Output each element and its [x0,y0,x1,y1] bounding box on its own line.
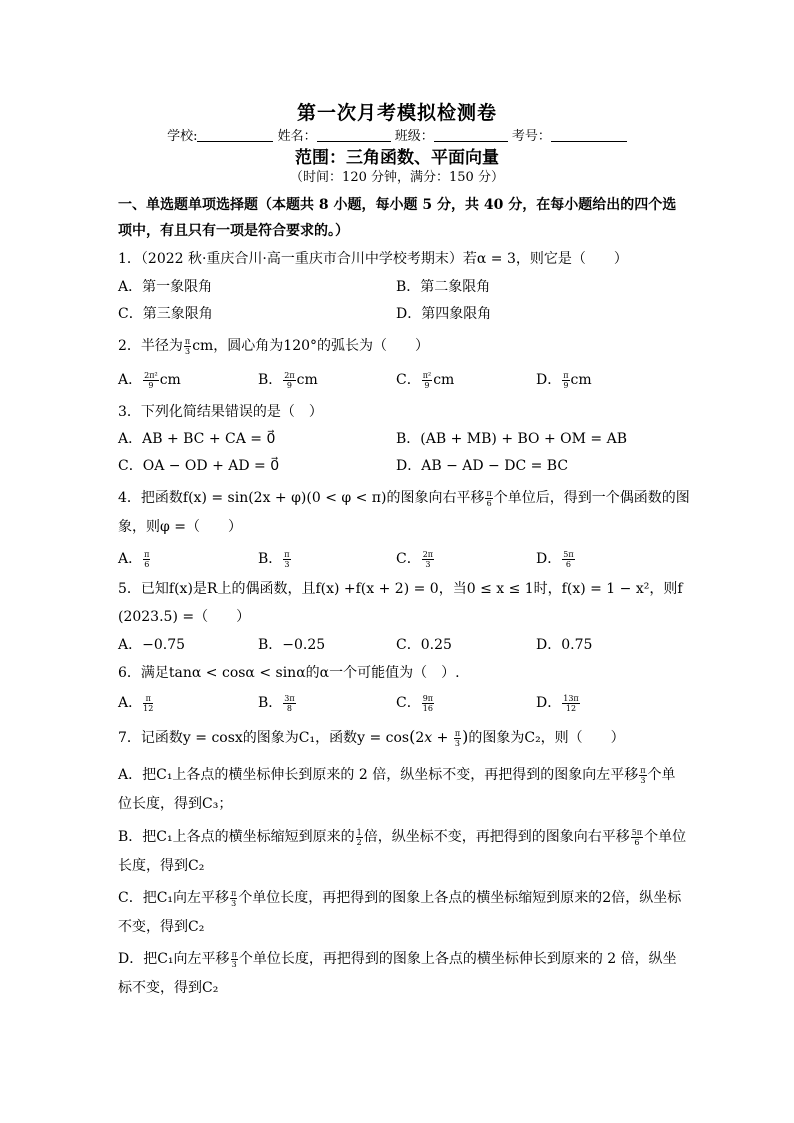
q6-stem: 6．满足tanα < cosα < sinα的α一个可能值为（ ）. [118,665,460,681]
q5-option-d: D．0.75 [536,637,593,653]
scope-subtitle: 范围：三角函数、平面向量 [295,148,499,168]
school-blank [197,129,273,142]
q4-option-a: A． $\frac{\pi}{6}$ [118,549,150,569]
q7-option-d-line2: 标不变，得到C₂ [118,980,219,996]
q5-option-b: B．−0.25 [258,637,326,653]
section-heading-line2: 项中，有且只有一项是符合要求的。） [118,223,349,239]
section-heading-line1: 一、单选题单项选择题（本题共 8 小题，每小题 5 分，共 40 分，在每小题给出的四个选 [118,197,677,213]
q5-stem-line1: 5．已知f(x)是R上的偶函数，且f(x) +f(x + 2) = 0，当0 ≤ x ≤ 1时，f(x) = 1 − x²，则f [118,581,683,597]
q1-stem: 1．（2022 秋·重庆合川·高一重庆市合川中学校考期末）若α = 3，则它是（ ） [118,251,628,267]
q6-option-c: C． $\frac{9\pi}{16}$ [396,693,434,713]
q1-option-d: D．第四象限角 [396,306,492,322]
exam-no-blank [551,129,627,142]
q6-option-d: D． $\frac{13\pi}{12}$ [536,693,579,713]
q5-stem-line2: (2023.5) =（ ） [118,609,251,625]
q7-stem: 7．记函数y = cosx的图象为C₁，函数y = cos(2x + $\frac{\pi}{3}$ )的图象为C₂，则（ ） [118,727,625,748]
q5-option-a: A．−0.75 [118,637,186,653]
student-info-line [0,125,794,144]
q1-option-a: A．第一象限角 [118,279,213,295]
q2-stem: 2．半径为 $\frac{\pi}{3}$ cm，圆心角为120°的弧长为（ ） [118,336,430,356]
q2-radius-fraction: $\frac{\pi}{3}$ [184,336,191,356]
q4-option-c: C． $\frac{2\pi}{3}$ [396,549,434,569]
q7-option-b-line1: B．把C₁上各点的横坐标缩短到原来的 $\frac{1}{2}$ 倍，纵坐标不变，再把得到的图象向右平移 $\frac{5\pi}{6}$ 个单位 [118,827,687,847]
q2-option-a: A． $\frac{\text{2π²}}{9}$ cm [118,370,181,390]
q6-option-b: B． $\frac{3\pi}{8}$ [258,693,295,713]
name-blank [317,129,391,142]
q2-option-b: B． $\frac{2\pi}{9}$ cm [258,370,318,390]
class-label: 班级： [394,129,434,144]
q7-option-b-line2: 长度，得到C₂ [118,858,205,874]
q7-option-a-line2: 位长度，得到C₃； [118,796,233,812]
time-score: （时间：120 分钟，满分：150 分） [290,170,504,185]
q5-option-c: C．0.25 [396,637,452,653]
q7-option-c-line2: 不变，得到C₂ [118,919,205,935]
q1-option-b: B．第二象限角 [396,279,491,295]
q3-option-a: A．AB + BC + CA = 0⃗ [118,431,276,447]
q6-option-a: A． $\frac{\pi}{12}$ [118,693,154,713]
q2-option-c: C． $\frac{\text{π²}}{9}$ cm [396,370,455,390]
q7-option-a-line1: A．把C₁上各点的横坐标伸长到原来的 2 倍，纵坐标不变，再把得到的图象向左平移 $\frac{\pi}{3}$ 个单 [118,765,676,785]
q1-option-c: C．第三象限角 [118,306,213,322]
q7-option-c-line1: C．把C₁向左平移 $\frac{\pi}{3}$ 个单位长度，再把得到的图象上各点的横坐标缩短到原来的2倍，纵坐标 [118,888,682,908]
exam-title: 第一次月考模拟检测卷 [296,102,497,124]
q4-option-b: B． $\frac{\pi}{3}$ [258,549,290,569]
q4-stem-line2: 象，则φ =（ ） [118,519,242,535]
q7-option-d-line1: D．把C₁向左平移 $\frac{\pi}{3}$ 个单位长度，再把得到的图象上各点的横坐标伸长到原来的 2 倍，纵坐 [118,949,677,969]
exam-no-label: 考号： [511,129,551,144]
school-label: 学校: [167,129,198,144]
class-blank [434,129,508,142]
q4-stem-line1: 4．把函数f(x) = sin(2x + φ)(0 < φ < π)的图象向右平移 $\frac{\pi}{6}$ 个单位后，得到一个偶函数的图 [118,488,690,508]
name-label: 姓名： [277,129,317,144]
q3-option-b: B．(AB + MB) + BO + OM = AB [396,431,627,447]
q4-option-d: D． $\frac{5\pi}{6}$ [536,549,574,569]
q3-option-c: C．OA − OD + AD = 0⃗ [118,458,280,474]
q2-option-d: D． $\frac{\pi}{9}$ cm [536,370,592,390]
q3-option-d: D．AB − AD − DC = BC [396,458,569,474]
q3-stem: 3．下列化简结果错误的是（ ） [118,404,323,420]
